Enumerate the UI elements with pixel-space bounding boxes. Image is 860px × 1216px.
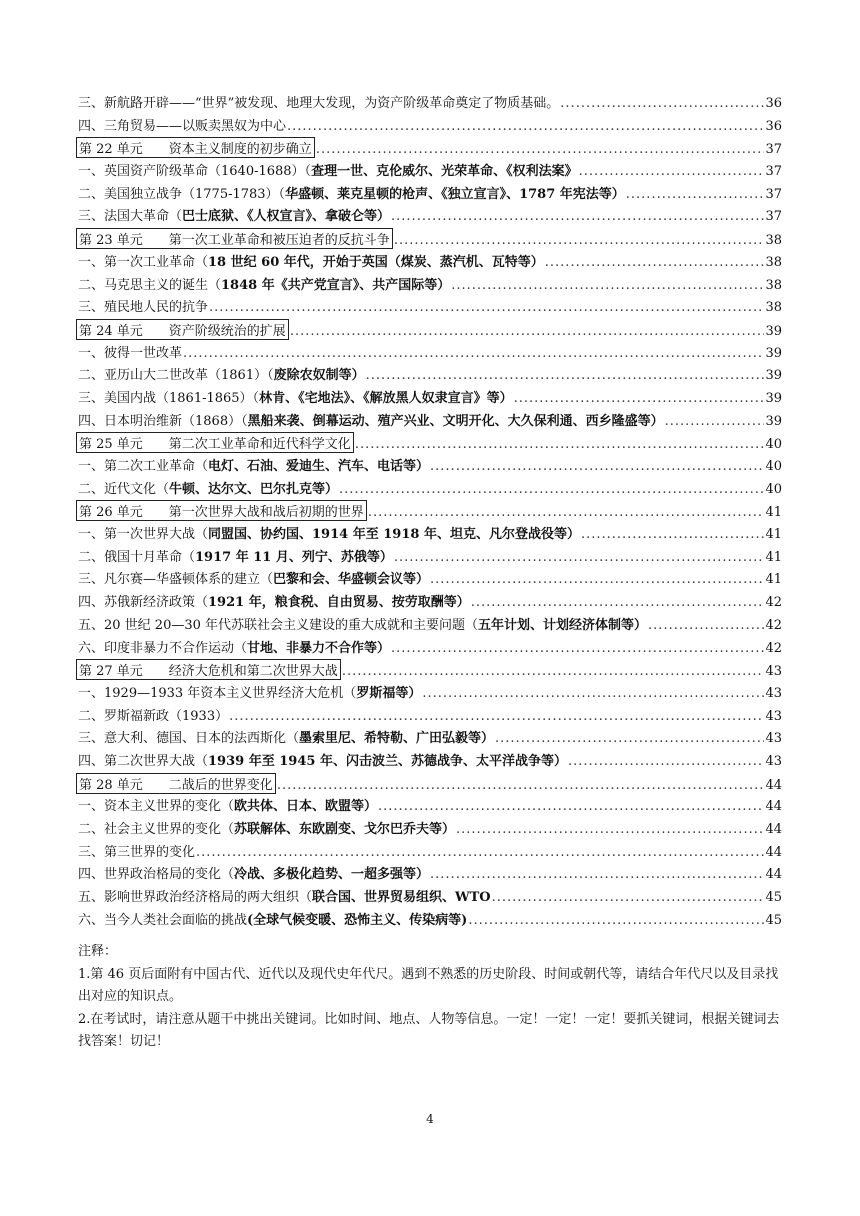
toc-entry[interactable] — [78, 478, 782, 501]
toc-entry[interactable] — [78, 750, 782, 773]
toc-entry[interactable] — [78, 818, 782, 841]
toc-page-number: 40 — [765, 481, 782, 497]
toc-entry-title — [78, 909, 467, 928]
toc-entry-text: 四、世界政治格局的变化（ — [78, 867, 235, 883]
dot-leader — [229, 709, 764, 724]
dot-leader — [355, 437, 765, 452]
toc-entry[interactable] — [78, 546, 782, 569]
toc-entry-title — [78, 614, 647, 633]
toc-entry-title — [76, 137, 315, 158]
toc-entry-keywords: 1939 年至 1945 年、闪击波兰、苏德战争、太平洋战争等） — [208, 753, 567, 769]
dot-leader — [665, 414, 765, 429]
toc-entry-title — [78, 886, 491, 905]
toc-entry-title — [76, 773, 276, 794]
toc-page-number: 39 — [765, 413, 782, 429]
dot-leader — [560, 96, 764, 111]
toc-entry-title — [78, 546, 393, 565]
toc-entry-title — [76, 500, 367, 521]
toc-page-number: 40 — [765, 437, 782, 453]
toc-entry[interactable] — [78, 115, 782, 138]
dot-leader — [394, 233, 765, 248]
dot-leader — [391, 209, 764, 224]
toc-page-number: 38 — [765, 233, 782, 249]
dot-leader — [468, 913, 764, 928]
toc-entry-text: 一、第二次工业革命（ — [78, 459, 209, 474]
toc-entry-keywords: 黑船来袭、倒幕运动、殖产兴业、文明开化、大久保利通、西乡隆盛等） — [247, 413, 664, 429]
toc-page-number: 44 — [765, 799, 782, 815]
toc-entry-text: 二、亚历山大二世改革（1861）（ — [78, 368, 274, 384]
toc-entry-text: 第 25 单元 第二次工业革命和近代科学文化 — [79, 437, 351, 453]
toc-entry-text: 第 26 单元 第一次世界大战和战后初期的世界 — [79, 505, 364, 521]
toc-entry[interactable] — [78, 841, 782, 864]
toc-entry-text: 六、当今人类社会面临的挑战 — [78, 912, 248, 928]
toc-entry-title — [76, 659, 341, 680]
dot-leader — [316, 142, 765, 157]
toc-entry-title — [78, 818, 455, 837]
toc-entry-keywords: 1917 年 11 月、列宁、苏俄等） — [195, 549, 393, 565]
toc-entry-text: 二、美国独立战争（1775-1783）（ — [78, 186, 286, 202]
dot-leader — [579, 164, 765, 179]
toc-entry-text: 二、近代文化（ — [78, 481, 170, 497]
toc-unit-entry[interactable] — [78, 773, 782, 796]
toc-entry[interactable] — [78, 909, 782, 932]
toc-entry-text: 第 24 单元 资产阶级统治的扩展 — [79, 323, 286, 339]
toc-entry-text: 六、印度非暴力不合作运动（ — [78, 640, 248, 656]
toc-entry[interactable] — [78, 160, 782, 183]
toc-entry-title — [78, 637, 390, 656]
dot-leader — [422, 686, 764, 701]
toc-entry[interactable] — [78, 523, 782, 546]
toc-entry-title — [78, 478, 338, 497]
toc-page-number: 43 — [765, 731, 782, 747]
dot-leader — [183, 346, 764, 361]
toc-entry-text: 三、第三世界的变化 — [78, 844, 196, 860]
toc-entry-title — [78, 274, 450, 293]
dot-leader — [471, 595, 765, 610]
toc-entry-keywords: 苏联解体、东欧剧变、戈尔巴乔夫等） — [234, 822, 456, 837]
dot-leader — [514, 391, 765, 406]
toc-entry-text: 五、20 世纪 20—30 年代苏联社会主义建设的重大成就和主要问题（ — [78, 617, 479, 633]
toc-entry-keywords: 同盟国、协约国、1914 年至 1918 年、坦克、凡尔登战役等） — [208, 527, 580, 543]
toc-page-number: 39 — [765, 368, 782, 384]
toc-entry-title — [78, 795, 377, 814]
toc-entry-title — [78, 568, 429, 587]
dot-leader — [492, 890, 765, 905]
toc-entry-text: 第 28 单元 二战后的世界变化 — [79, 777, 273, 793]
toc-entry-title — [78, 727, 494, 746]
dot-leader — [451, 278, 764, 293]
notes-section — [78, 941, 782, 1054]
toc-entry[interactable] — [78, 92, 782, 115]
toc-page-number: 40 — [765, 459, 782, 474]
dot-leader — [287, 119, 764, 134]
toc-entry-text: 二、俄国十月革命（ — [78, 549, 196, 565]
toc-page-number: 43 — [765, 664, 782, 680]
toc-entry-keywords: 冷战、多极化趋势、一超多强等） — [234, 867, 430, 883]
dot-leader — [456, 822, 764, 837]
toc-page-number: 44 — [765, 777, 782, 793]
toc-page-number: 44 — [765, 822, 782, 837]
toc-entry-text: 五、影响世界政治经济格局的两大组织（ — [78, 890, 313, 906]
toc-entry-text: 第 27 单元 经济大危机和第二次世界大战 — [79, 664, 338, 680]
toc-entry-keywords: 巴黎和会、华盛顿会议等） — [273, 572, 430, 588]
toc-page-number: 41 — [765, 527, 782, 543]
toc-entry-title — [78, 115, 286, 134]
toc-entry-keywords: 查理一世、克伦威尔、光荣革命、《权利法案》 — [311, 164, 578, 180]
toc-unit-entry[interactable] — [78, 137, 782, 160]
toc-page-number: 42 — [765, 617, 782, 633]
toc-page-number: 38 — [765, 300, 782, 316]
toc-entry-text: 三、殖民地人民的抗争 — [78, 300, 209, 316]
toc-page-number: 41 — [765, 572, 782, 588]
toc-entry-title — [78, 92, 559, 111]
toc-unit-entry[interactable] — [78, 228, 782, 251]
toc-entry-keywords: 甘地、非暴力不合作等） — [247, 640, 391, 656]
toc-entry-title — [78, 342, 182, 361]
toc-page-number: 45 — [765, 912, 782, 928]
toc-page-number: 44 — [765, 867, 782, 883]
toc-entry-text: 一、英国资产阶级革命（1640-1688）（ — [78, 164, 312, 180]
toc-entry-text: 一、资本主义世界的变化（ — [78, 799, 235, 815]
toc-entry-text: 四、苏俄新经济政策（ — [78, 595, 209, 611]
dot-leader — [648, 618, 764, 633]
toc-entry-title — [76, 432, 354, 453]
dot-leader — [290, 324, 765, 339]
table-of-contents — [78, 92, 782, 931]
toc-entry-text: 三、美国内战（1861-1865）（ — [78, 390, 260, 406]
dot-leader — [495, 731, 764, 746]
toc-entry[interactable] — [78, 591, 782, 614]
note-item: 2.在考试时，请注意从题干中挑出关键词。比如时间、地点、人物等信息。一定！一定！一定！要抓关键词，根据关键词去找答案！切记！ — [78, 1011, 780, 1050]
dot-leader — [366, 368, 765, 383]
toc-entry[interactable] — [78, 682, 782, 705]
toc-entry-title — [78, 682, 421, 701]
toc-entry-text: 三、法国大革命（ — [78, 209, 183, 225]
dot-leader — [581, 527, 764, 542]
toc-entry-title — [78, 296, 208, 315]
toc-entry-keywords: 林肯、《宅地法》、《解放黑人奴隶宣言》等） — [259, 390, 513, 406]
toc-entry[interactable] — [78, 205, 782, 228]
dot-leader — [342, 664, 765, 679]
toc-entry[interactable] — [78, 886, 782, 909]
toc-page-number: 42 — [765, 640, 782, 656]
dot-leader — [626, 187, 765, 202]
toc-entry-title — [78, 750, 567, 769]
toc-entry[interactable] — [78, 364, 782, 387]
toc-page-number: 42 — [765, 595, 782, 611]
toc-entry-text: 四、第二次世界大战（ — [78, 753, 209, 769]
toc-entry-keywords: 电灯、石油、爱迪生、汽车、电话等） — [208, 459, 430, 474]
toc-entry-title — [78, 205, 390, 224]
toc-entry-keywords: 废除农奴制等） — [273, 368, 365, 384]
toc-entry-keywords: 华盛顿、莱克星顿的枪声、《独立宣言》、1787 年宪法等） — [285, 186, 625, 202]
toc-entry[interactable] — [78, 274, 782, 297]
toc-entry-title — [76, 228, 393, 249]
toc-entry-text: 一、1929—1933 年资本主义世界经济大危机（ — [78, 685, 357, 701]
dot-leader — [430, 572, 764, 587]
toc-entry[interactable] — [78, 183, 782, 206]
toc-entry-title — [78, 410, 664, 429]
dot-leader — [568, 754, 764, 769]
toc-entry[interactable] — [78, 614, 782, 637]
dot-leader — [430, 867, 764, 882]
toc-entry-title — [78, 591, 470, 610]
toc-entry[interactable] — [78, 705, 782, 728]
toc-entry-keywords: 罗斯福等） — [356, 685, 422, 701]
toc-entry-title — [78, 841, 195, 860]
dot-leader — [209, 300, 764, 315]
toc-entry[interactable] — [78, 410, 782, 433]
toc-entry[interactable] — [78, 795, 782, 818]
dot-leader — [430, 459, 764, 474]
dot-leader — [545, 255, 765, 270]
toc-entry-title — [78, 251, 544, 270]
toc-entry-keywords: 巴士底狱、《人权宣言》、拿破仑等） — [182, 209, 391, 225]
toc-entry-title — [78, 183, 625, 202]
toc-page-number: 41 — [765, 505, 782, 521]
toc-page-number: 39 — [765, 345, 782, 361]
page-number: 4 — [426, 1112, 434, 1126]
toc-page-number: 36 — [765, 118, 782, 134]
dot-leader — [277, 778, 765, 793]
toc-entry-text: 三、意大利、德国、日本的法西斯化（ — [78, 731, 300, 747]
toc-page-number: 37 — [765, 164, 782, 180]
toc-entry[interactable] — [78, 251, 782, 274]
toc-page-number: 39 — [765, 323, 782, 339]
toc-unit-entry[interactable] — [78, 319, 782, 342]
toc-entry-title — [78, 705, 228, 724]
toc-page-number: 44 — [765, 844, 782, 860]
toc-entry-text: 二、社会主义世界的变化（ — [78, 822, 235, 837]
toc-entry-keywords: 18 世纪 60 年代，开始于英国（煤炭、蒸汽机、瓦特等） — [208, 254, 544, 270]
dot-leader — [391, 641, 764, 656]
toc-entry-title — [78, 387, 513, 406]
toc-page-number: 41 — [765, 549, 782, 565]
toc-entry-keywords: 牛顿、达尔文、巴尔扎克等） — [169, 481, 339, 497]
toc-entry-keywords: (全球气候变暖、恐怖主义、传染病等) — [247, 912, 468, 928]
toc-entry-title — [78, 160, 578, 179]
notes-heading: 注释： — [78, 944, 118, 959]
toc-page-number: 37 — [765, 142, 782, 158]
toc-entry[interactable] — [78, 863, 782, 886]
toc-entry-text: 二、马克思主义的诞生（ — [78, 277, 222, 293]
toc-entry[interactable] — [78, 727, 782, 750]
toc-entry-keywords: 1921 年，粮食税、自由贸易、按劳取酬等） — [208, 595, 470, 611]
toc-entry[interactable] — [78, 568, 782, 591]
toc-entry[interactable] — [78, 455, 782, 478]
dot-leader — [339, 482, 764, 497]
toc-entry-keywords: 墨索里尼、希特勒、广田弘毅等） — [299, 731, 495, 747]
dot-leader — [378, 799, 764, 814]
toc-entry-text: 第 23 单元 第一次工业革命和被压迫者的反抗斗争 — [79, 233, 390, 249]
toc-page-number: 38 — [765, 277, 782, 293]
toc-entry[interactable] — [78, 342, 782, 365]
toc-entry-keywords: 联合国、世界贸易组织、WTO — [312, 890, 491, 906]
toc-entry[interactable] — [78, 637, 782, 660]
toc-entry-text: 一、第一次世界大战（ — [78, 527, 209, 543]
toc-unit-entry[interactable] — [78, 500, 782, 523]
toc-entry[interactable] — [78, 296, 782, 319]
toc-entry-text: 第 22 单元 资本主义制度的初步确立 — [79, 142, 312, 158]
toc-entry-title — [78, 455, 429, 474]
toc-entry-text: 四、三角贸易——以贩卖黑奴为中心 — [78, 118, 287, 134]
toc-entry-text: 一、第一次工业革命（ — [78, 254, 209, 270]
toc-page-number: 39 — [765, 390, 782, 406]
toc-entry-title — [78, 523, 580, 542]
toc-entry-text: 二、罗斯福新政（1933） — [78, 708, 229, 724]
toc-page-number: 43 — [765, 708, 782, 724]
toc-entry-title — [76, 319, 289, 340]
toc-page-number: 38 — [765, 254, 782, 270]
toc-page-number: 36 — [765, 96, 782, 111]
toc-entry-title — [78, 364, 365, 383]
dot-leader — [394, 550, 765, 565]
dot-leader — [196, 845, 764, 860]
note-item: 1.第 46 页后面附有中国古代、近代以及现代史年代尺。遇到不熟悉的历史阶段、时间或朝代等，请结合年代尺以及目录找出对应的知识点。 — [78, 966, 779, 1005]
toc-entry-text: 四、日本明治维新（1868）（ — [78, 413, 248, 429]
toc-page-number: 37 — [765, 209, 782, 225]
toc-entry-text: 三、新航路开辟——“世界”被发现、地理大发现，为资产阶级革命奠定了物质基础。 — [78, 96, 560, 111]
toc-page-number: 45 — [765, 890, 782, 906]
toc-page-number: 37 — [765, 186, 782, 202]
toc-unit-entry[interactable] — [78, 432, 782, 455]
toc-entry-title — [78, 863, 429, 882]
toc-entry[interactable] — [78, 387, 782, 410]
toc-unit-entry[interactable] — [78, 659, 782, 682]
toc-page-number: 43 — [765, 753, 782, 769]
toc-entry-keywords: 欧共体、日本、欧盟等） — [234, 799, 378, 815]
toc-entry-text: 三、凡尔赛—华盛顿体系的建立（ — [78, 572, 274, 588]
toc-entry-text: 一、彼得一世改革 — [78, 345, 183, 361]
toc-entry-keywords: 五年计划、计划经济体制等） — [478, 617, 648, 633]
dot-leader — [368, 505, 765, 520]
toc-entry-keywords: 1848 年《共产党宣言》、共产国际等） — [221, 277, 451, 293]
toc-page-number: 43 — [765, 685, 782, 701]
